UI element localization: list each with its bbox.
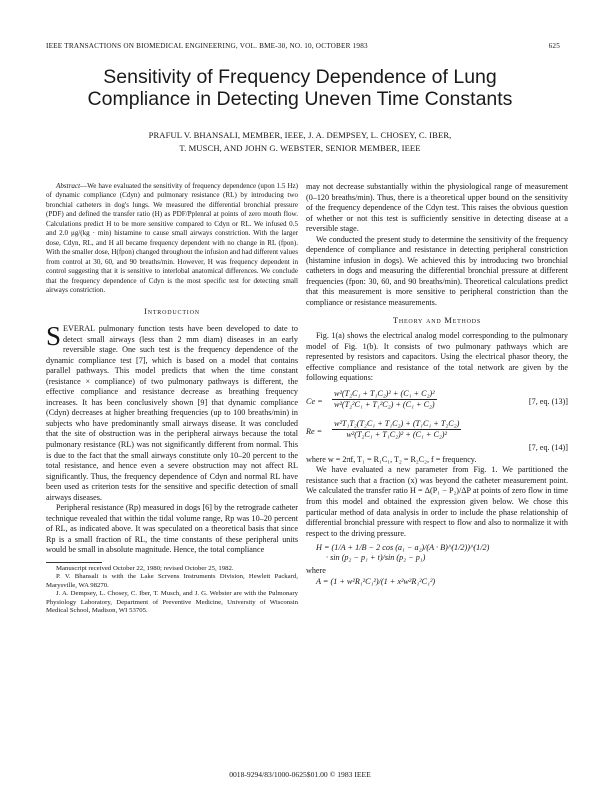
right-paragraph-3: Fig. 1(a) shows the electrical analog model corresponding to the pulmonary model of Fig. 1(b). It consists of two pulmonary pathways which are represented by resistors and capacitors. Using the electrical phasor theory, the effective compliance and resistance of the total network are given by the following equations: <box>306 331 568 383</box>
right-paragraph-4: We have evaluated a new parameter from Fig. 1. We partitioned the resistance such that a fraction (x) was beyond the catheter measurement point. We calculated the transfer ratio H = Δ(P₁ − P₂)/ΔP at points of zero flow in time from this model and obtained the expression given below. We chose this particular method of data analysis in order to include the phase relationship of differential bronchial pressure with respect to flow and also to normalize it with respect to the driving pressure. <box>306 465 568 538</box>
title-line-1: Sensitivity of Frequency Dependence of Lung <box>103 66 497 88</box>
equation-ce-fraction <box>332 389 437 410</box>
equation-ce-denominator: w²(T₂²C₁ + T₁²C₂) + (C₁ + C₂) <box>334 399 435 409</box>
where-definitions: where w = 2πf, T₁ = R₁C₁, T₂ = R₂C₂, f = frequency. <box>306 454 477 464</box>
where-label: where <box>306 566 326 576</box>
abstract-text: —We have evaluated the sensitivity of frequency dependence (upon 1.5 Hz) of dynamic compliance (Cdyn) and pulmonary resistance (RL) by introducing two bronchial catheters in dog's lungs. We measured the differential bronchial pressure (PDF) and defined the transfer ratio (H) as PDF/Pplenral at points of zero mouth flow. Calculations predict H to be more sensitive compared to Cdyn or RL. We infused 0.5 and 2.0 μg/(kg · min) histamine to cause small airways constriction. With the larger dose, Cdyn, RL, and H all became frequency dependent with no change in RL (fpon). With the smaller dose, H(fpon) changed throughout the infusion and had different values from control at 30, 60, and 90 breaths/min. However, H was frequency dependent in control suggesting that it is sensitive to interlobal anatomical differences. We conclude that the frequency dependence of Cdyn is the most specific test for detecting small airways constriction. <box>46 182 298 294</box>
authors-line-2: T. MUSCH, AND JOHN G. WEBSTER, SENIOR MEMBER, IEEE <box>179 142 421 153</box>
equation-ce <box>306 389 568 415</box>
intro-paragraph-2: Peripheral resistance (Rp) measured in dogs [6] by the retrograde catheter technique revealed that within the tidal volume range, Rp was 10–20 percent of RL, as indicated above. It was speculated on a theoretical basis that since Rp is a small fraction of RL, the time constants of these peripheral units would be small in absolute magnitude. Hence, the total compliance <box>46 503 298 555</box>
left-column <box>46 182 298 616</box>
equation-ce-reference: [7, eq. (13)] <box>528 396 568 406</box>
equation-re-reference: [7, eq. (14)] <box>528 442 568 452</box>
right-paragraph-1: may not decrease substantially within the physiological range of measurement (0–120 breaths/min). Thus, there is a theoretical upper bound on the sensitivity of the frequency dependence of the Cdyn test. This raises the obvious question of whether or not this test is sufficiently sensitive in detecting disease at a reversible stage. <box>306 182 568 234</box>
intro-paragraph-1 <box>46 320 298 503</box>
author-list <box>40 129 560 154</box>
footnote-affiliation-2: J. A. Dempsey, L. Chosey, C. Iber, T. Musch, and J. G. Webster are with the Pulmonary Physiology Laboratory, Department of Preventive Medicine, University of Wisconsin Medical School, Madison, WI 53705. <box>46 590 298 615</box>
footnote-affiliation-1: P. V. Bhansali is with the Lake Scrvens Instruments Division, Hewlett Packard, Marysville, WA 98270. <box>46 573 298 589</box>
equation-re-fraction <box>332 419 461 440</box>
equation-h-line-1: H = (1/A + 1/B − 2 cos (a₁ − a₂)/(A · B)^(1/2))^(1/2) <box>316 543 490 553</box>
equation-re-denominator: w²(T₂C₁ + T₁C₂)² + (C₁ + C₂)² <box>346 429 447 439</box>
authors-line-1: PRAFUL V. BHANSALI, MEMBER, IEEE, J. A. DEMPSEY, L. CHOSEY, C. IBER, <box>148 130 452 140</box>
intro-paragraph-1-text: EVERAL pulmonary function tests have been developed to date to detect small airways (less than 2 mm diam) diseases in an early reversible stage. One such test is the frequency dependence of the dynamic compliance test [7], which is based on a model that contains parallel pathways. This model predicts that when the time constant (resistance × compliance) of two pulmonary pathways is different, the effective compliance and resistance decrease as breathing frequency increases. It has been conclusively shown [9] that dynamic compliance (Cdyn) decreases at higher breathing frequencies (up to 100 breaths/min) in subjects who have predominantly small airways disease. It was concluded that the site of obstruction was in the peripheral airways because the total pulmonary resistance (RL) was not significantly different from normal. This is due to the fact that the small airways constitute only 10–20 percent to the total resistance, and hence even a severe obstruction may not affect RL significantly. Thus, the frequency dependence of Cdyn and normal RL have been used as criterion tests for the sensitive and specific detection of small airways diseases. <box>46 323 298 502</box>
equation-re-lhs: Re = <box>306 426 323 436</box>
paper-title <box>20 66 580 110</box>
introduction-heading: Introduction <box>144 307 200 317</box>
equation-re <box>306 419 568 455</box>
journal-name: IEEE TRANSACTIONS ON BIOMEDICAL ENGINEERING, VOL. BME-30, NO. 10, OCTOBER 1983 <box>46 42 368 50</box>
equation-ce-lhs: Ce = <box>306 396 323 406</box>
equation-h-line-2: · sin (p₂ − p₁ + t)/sin (p₂ − p₁) <box>326 553 426 563</box>
title-line-2: Compliance in Detecting Uneven Time Constants <box>87 88 513 110</box>
right-column <box>306 182 568 587</box>
right-paragraph-2: We conducted the present study to determine the sensitivity of the frequency dependence of compliance and resistance in detecting peripheral constriction (histamine infusion in dogs). We achieved this by introducing two bronchial catheters in dogs and measuring the differential bronchial pressure at different frequencies (fpon: 30, 60, and 90 breaths/min). Theoretical calculations predict that this measurement is more sensitive to peripheral constriction than the compliance or resistance measurements. <box>306 234 568 308</box>
page-number: 625 <box>548 42 560 50</box>
copyright-line: 0018-9294/83/1000-0625$01.00 © 1983 IEEE <box>229 770 371 779</box>
abstract <box>46 182 298 295</box>
equation-a: A = (1 + w²R₁²C₁²)/(1 + x²w²R₁²C₁²) <box>316 576 436 586</box>
equation-re-numerator: w²T₁T₂(T₂C₁ + T₁C₂) + (T₁C₁ + T₂C₂) <box>334 418 460 428</box>
footnote-received: Manuscript received October 22, 1980; revised October 25, 1982. <box>56 565 234 573</box>
theory-heading: Theory and Methods <box>392 315 482 325</box>
abstract-label: Abstract <box>56 182 81 190</box>
equation-ce-numerator: w²(T₂C₁ + T₁C₂)² + (C₁ + C₂)² <box>334 388 435 398</box>
running-head <box>46 42 560 54</box>
drop-cap: S <box>46 320 62 351</box>
